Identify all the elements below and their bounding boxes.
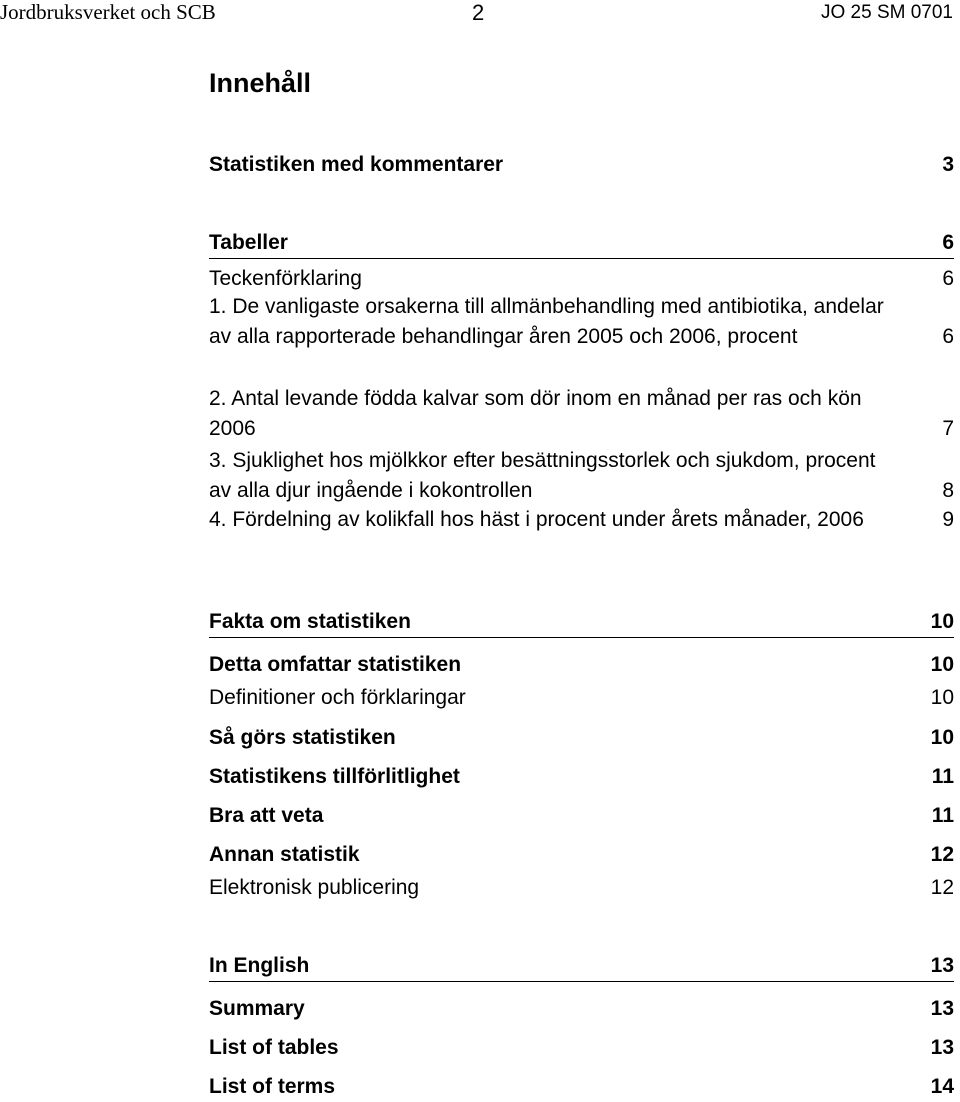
toc-section-fakta[interactable] [209, 607, 954, 638]
toc-entry-summary[interactable] [209, 994, 954, 1024]
toc-entry-text: Summary [209, 997, 305, 1020]
toc-entry-page: 11 [931, 765, 954, 788]
toc-entry-text: Annan statistik [209, 843, 360, 866]
toc-entry-text: List of tables [209, 1036, 339, 1059]
toc-entry-text: Statistiken med kommentarer [209, 153, 504, 176]
toc-entry-text: List of terms [209, 1075, 336, 1098]
header-publisher: Jordbruksverket och SCB [0, 0, 216, 24]
toc-entry-annan-statistik[interactable] [209, 840, 954, 870]
toc-entry-page: 12 [930, 876, 954, 899]
toc-entry-bra-att-veta[interactable] [209, 801, 954, 831]
toc-entry-page: 13 [930, 1036, 954, 1059]
toc-entry-page: 8 [942, 479, 954, 502]
toc-entry-page: 3 [942, 153, 954, 176]
toc-entry-text: In English [209, 954, 310, 977]
toc-entry-text: 1. De vanligaste orsakerna till allmänbehandling med antibiotika, andelar av alla rapporterade behandlingar åren 2005 och 2006, procent [209, 295, 884, 348]
header-page-number: 2 [472, 0, 485, 25]
toc-entry-text: Fakta om statistiken [209, 610, 411, 633]
toc-entry-page: 6 [942, 267, 954, 290]
toc-entry-page: 10 [930, 726, 954, 749]
toc-entry-table-3[interactable] [209, 446, 954, 506]
toc-entry-text: Bra att veta [209, 804, 324, 827]
toc-entry-list-of-tables[interactable] [209, 1033, 954, 1063]
toc-entry-page: 13 [930, 954, 954, 977]
toc-entry-elektronisk[interactable] [209, 873, 954, 903]
toc-section-tabeller[interactable] [209, 228, 954, 259]
toc-entry-page: 14 [930, 1075, 954, 1098]
toc-section-in-english[interactable] [209, 951, 954, 982]
toc-entry-sa-gors[interactable] [209, 723, 954, 753]
toc-entry-text: Teckenförklaring [209, 267, 362, 290]
toc-entry-text: Elektronisk publicering [209, 876, 420, 899]
toc-entry-page: 10 [930, 653, 954, 676]
toc-entry-table-2[interactable] [209, 384, 954, 444]
page-header [0, 0, 960, 30]
toc-entry-teckenforklaring[interactable] [209, 264, 954, 294]
toc-entry-tillforlitlighet[interactable] [209, 762, 954, 792]
toc-entry-text: Detta omfattar statistiken [209, 653, 462, 676]
toc-entry-table-4[interactable] [209, 505, 954, 535]
toc-entry-page: 11 [931, 804, 954, 827]
toc-entry-text: 2. Antal levande födda kalvar som dör inom en månad per ras och kön 2006 [209, 387, 862, 440]
toc-entry-page: 13 [930, 997, 954, 1020]
toc-entry-page: 9 [942, 508, 954, 531]
toc-entry-text: 3. Sjuklighet hos mjölkkor efter besättningsstorlek och sjukdom, procent av alla djur ingående i kokontrollen [209, 449, 876, 502]
toc-entry-text: 4. Fördelning av kolikfall hos häst i procent under årets månader, 2006 [209, 508, 864, 531]
toc-entry-page: 10 [930, 610, 954, 633]
toc-entry-text: Tabeller [209, 231, 288, 254]
toc-entry-page: 6 [942, 231, 954, 254]
toc-entry-definitioner[interactable] [209, 683, 954, 713]
toc-entry-page: 7 [942, 417, 954, 440]
page-title: Innehåll [209, 68, 312, 98]
toc-entry-text: Definitioner och förklaringar [209, 686, 466, 709]
toc-entry-text: Så görs statistiken [209, 726, 396, 749]
header-report-id: JO 25 SM 0701 [820, 2, 953, 23]
toc-entry-page: 12 [930, 843, 954, 866]
toc-entry-text: Statistikens tillförlitlighet [209, 765, 460, 788]
toc-entry-statistiken[interactable] [209, 150, 954, 180]
toc-entry-table-1[interactable] [209, 292, 954, 352]
toc-entry-page: 6 [942, 325, 954, 348]
toc-entry-page: 10 [930, 686, 954, 709]
toc-entry-omfattar[interactable] [209, 650, 954, 680]
